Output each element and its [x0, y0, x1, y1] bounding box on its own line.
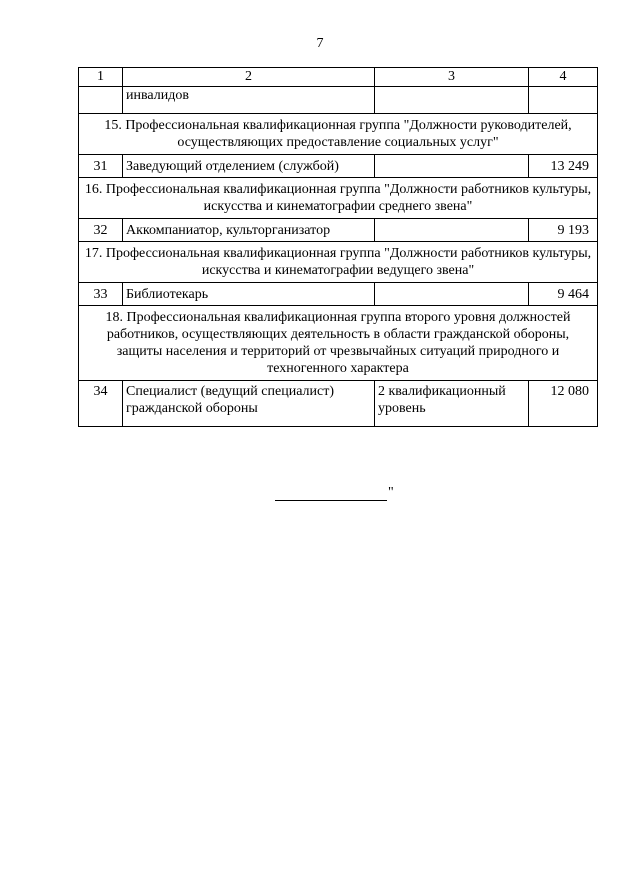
row-salary: 9 193	[529, 219, 598, 242]
closing-signature-line	[275, 486, 387, 501]
table-header-row	[79, 68, 598, 87]
row-qualification-level	[375, 155, 529, 178]
row-position-name: Заведующий отделением (службой)	[123, 155, 375, 178]
page-number: 7	[316, 36, 324, 51]
row-number: 32	[79, 219, 123, 242]
row-position-name: Аккомпаниатор, культорганизатор	[123, 219, 375, 242]
row-qualification-level	[375, 219, 529, 242]
header-col-3: 3	[375, 68, 529, 87]
closing-quote-mark: "	[388, 485, 394, 500]
group-header-row	[79, 242, 598, 283]
row-number: 33	[79, 283, 123, 306]
table-row	[79, 87, 598, 114]
table-row	[79, 283, 598, 306]
group-header-row	[79, 114, 598, 155]
group-title: 16. Профессиональная квалификационная группа "Должности работников культуры, искусства и кинематографии среднего звена"	[79, 178, 598, 219]
row-salary	[529, 87, 598, 114]
row-position-name: инвалидов	[123, 87, 375, 114]
row-salary: 9 464	[529, 283, 598, 306]
header-col-1: 1	[79, 68, 123, 87]
row-position-name: Специалист (ведущий специалист) гражданской обороны	[123, 381, 375, 427]
group-header-row	[79, 306, 598, 381]
row-number: 34	[79, 381, 123, 427]
row-salary: 13 249	[529, 155, 598, 178]
table-row	[79, 155, 598, 178]
row-number: 31	[79, 155, 123, 178]
table-row	[79, 381, 598, 427]
row-salary: 12 080	[529, 381, 598, 427]
row-qualification-level	[375, 283, 529, 306]
header-col-4: 4	[529, 68, 598, 87]
group-title: 18. Профессиональная квалификационная группа второго уровня должностей работников, осуществляющих деятельность в области гражданской обороны, защиты населения и территорий от чрезвычайных ситуаций природного и техногенного характера	[79, 306, 598, 381]
header-col-2: 2	[123, 68, 375, 87]
salary-table	[78, 67, 598, 427]
row-qualification-level	[375, 87, 529, 114]
row-position-name: Библиотекарь	[123, 283, 375, 306]
table-row	[79, 219, 598, 242]
row-number	[79, 87, 123, 114]
group-title: 17. Профессиональная квалификационная группа "Должности работников культуры, искусства и кинематографии ведущего звена"	[79, 242, 598, 283]
row-qualification-level: 2 квалификационный уровень	[375, 381, 529, 427]
group-title: 15. Профессиональная квалификационная группа "Должности руководителей, осуществляющих предоставление социальных услуг"	[79, 114, 598, 155]
group-header-row	[79, 178, 598, 219]
